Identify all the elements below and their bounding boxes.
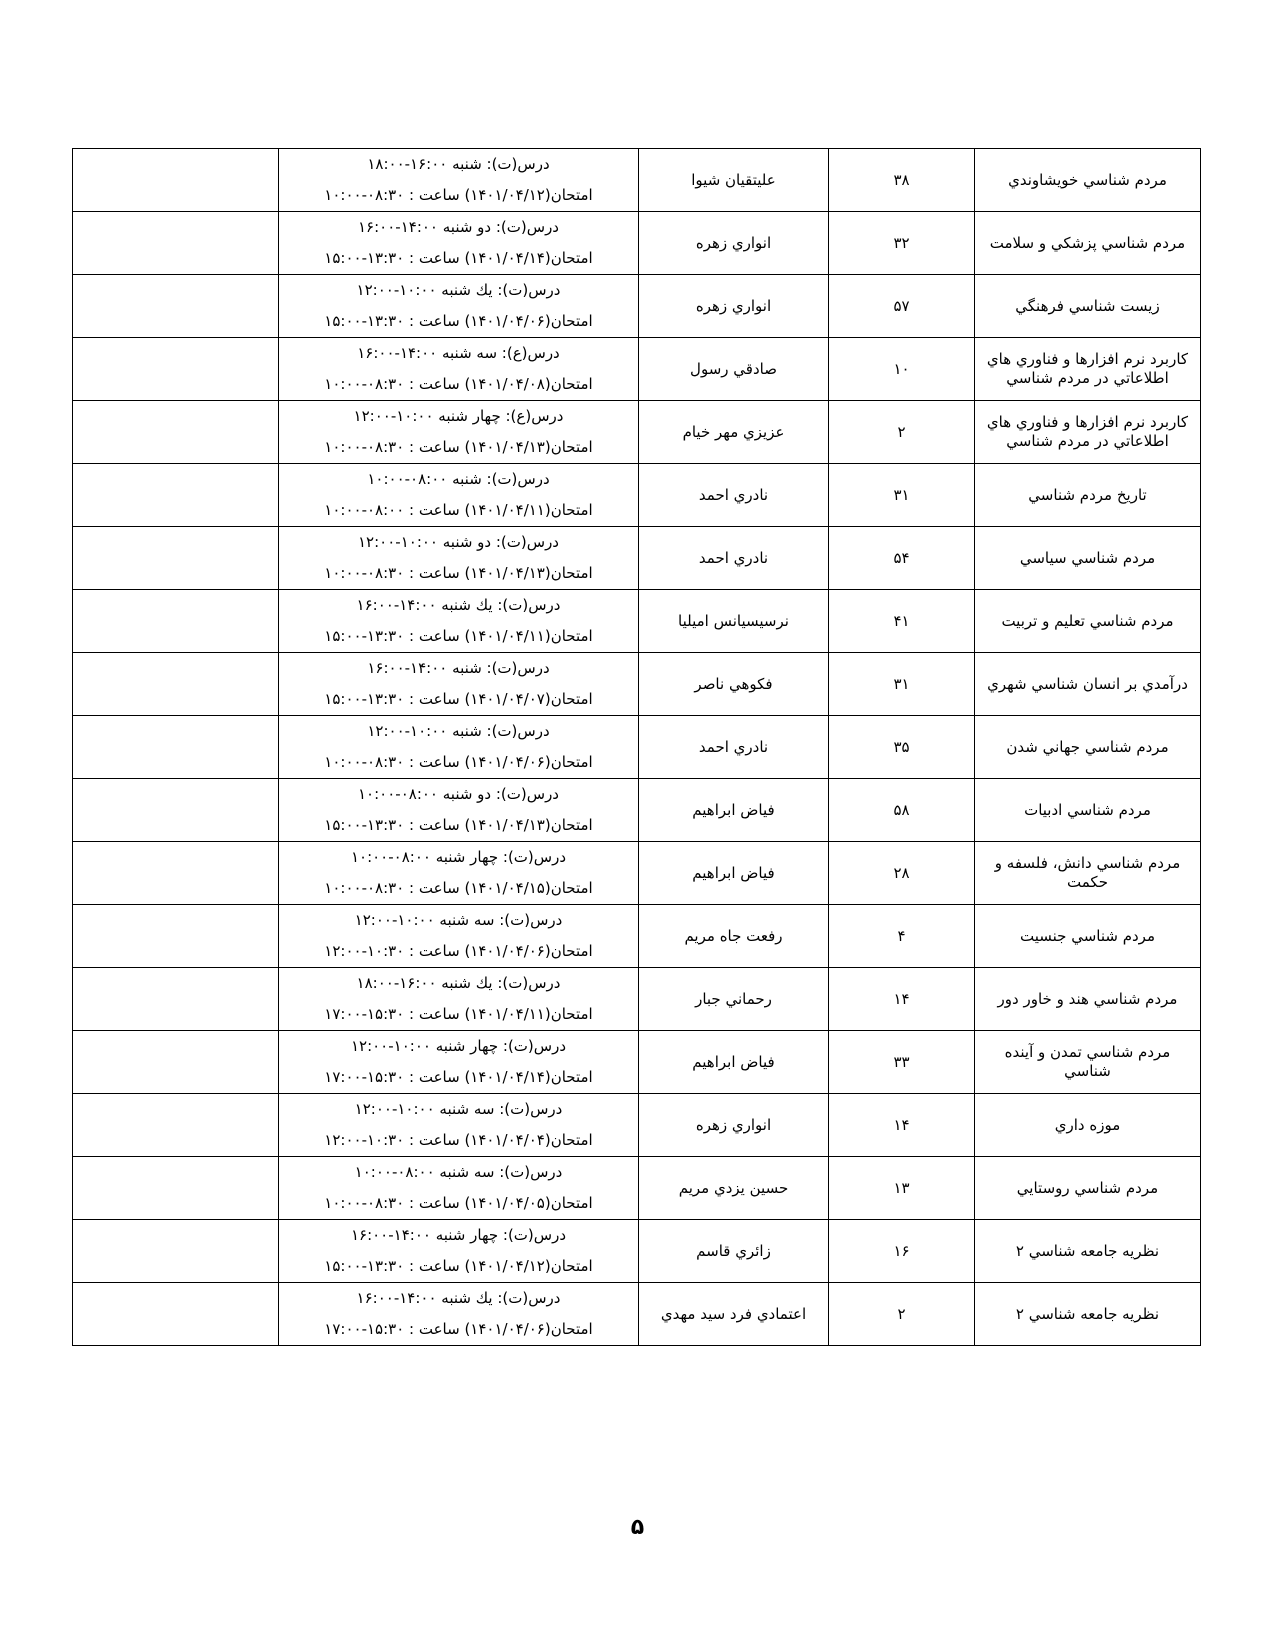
instructor-cell: رفعت جاه مريم xyxy=(639,905,829,968)
notes-cell xyxy=(73,968,279,1031)
schedule-cell xyxy=(279,590,639,653)
schedule-cell xyxy=(279,149,639,212)
table-row xyxy=(73,275,1201,338)
notes-cell xyxy=(73,464,279,527)
course-name-cell: مردم شناسي جهاني شدن xyxy=(975,716,1201,779)
course-name-cell: زيست شناسي فرهنگي xyxy=(975,275,1201,338)
table-row xyxy=(73,149,1201,212)
exam-time: امتحان(۱۴۰۱/۰۴/۱۴) ساعت : ۱۳:۳۰-۱۵:۰۰ xyxy=(324,249,593,267)
enrollment-count-cell: ۱۰ xyxy=(829,338,975,401)
enrollment-count-cell: ۴۱ xyxy=(829,590,975,653)
class-time: درس(ت): سه شنبه ۰۸:۰۰-۱۰:۰۰ xyxy=(354,1163,563,1181)
course-name-cell: مردم شناسي تمدن و آينده شناسي xyxy=(975,1031,1201,1094)
schedule-cell xyxy=(279,653,639,716)
class-time: درس(ت): يك شنبه ۱۴:۰۰-۱۶:۰۰ xyxy=(356,596,561,614)
enrollment-count-cell: ۲ xyxy=(829,1283,975,1346)
schedule-cell xyxy=(279,212,639,275)
schedule-cell xyxy=(279,338,639,401)
notes-cell xyxy=(73,1283,279,1346)
class-time: درس(ت): چهار شنبه ۱۴:۰۰-۱۶:۰۰ xyxy=(350,1226,567,1244)
exam-time: امتحان(۱۴۰۱/۰۴/۰۶) ساعت : ۱۰:۳۰-۱۲:۰۰ xyxy=(324,942,593,960)
course-name-cell: مردم شناسي سياسي xyxy=(975,527,1201,590)
instructor-cell: فياض ابراهيم xyxy=(639,1031,829,1094)
exam-time: امتحان(۱۴۰۱/۰۴/۱۳) ساعت : ۰۸:۳۰-۱۰:۰۰ xyxy=(324,438,593,456)
notes-cell xyxy=(73,1031,279,1094)
enrollment-count-cell: ۳۱ xyxy=(829,653,975,716)
instructor-cell: اعتمادي فرد سيد مهدي xyxy=(639,1283,829,1346)
enrollment-count-cell: ۲۸ xyxy=(829,842,975,905)
class-time: درس(ع): چهار شنبه ۱۰:۰۰-۱۲:۰۰ xyxy=(353,407,564,425)
enrollment-count-cell: ۳۸ xyxy=(829,149,975,212)
instructor-cell: زائري قاسم xyxy=(639,1220,829,1283)
course-name-cell: كاربرد نرم افزارها و فناوري هاي اطلاعاتي در مردم شناسي xyxy=(975,401,1201,464)
notes-cell xyxy=(73,338,279,401)
class-time: درس(ت): يك شنبه ۱۶:۰۰-۱۸:۰۰ xyxy=(356,974,561,992)
schedule-cell xyxy=(279,1220,639,1283)
table-row xyxy=(73,212,1201,275)
notes-cell xyxy=(73,779,279,842)
table-row xyxy=(73,1031,1201,1094)
course-name-cell: مردم شناسي خويشاوندي xyxy=(975,149,1201,212)
class-time: درس(ت): يك شنبه ۱۰:۰۰-۱۲:۰۰ xyxy=(356,281,561,299)
table-row xyxy=(73,464,1201,527)
course-rows xyxy=(73,149,1201,1346)
instructor-cell: فياض ابراهيم xyxy=(639,779,829,842)
class-time: درس(ت): دو شنبه ۱۰:۰۰-۱۲:۰۰ xyxy=(358,533,559,551)
exam-time: امتحان(۱۴۰۱/۰۴/۱۵) ساعت : ۰۸:۳۰-۱۰:۰۰ xyxy=(324,879,593,897)
instructor-cell: نرسيسيانس اميليا xyxy=(639,590,829,653)
notes-cell xyxy=(73,275,279,338)
schedule-cell xyxy=(279,779,639,842)
course-schedule-table xyxy=(72,148,1201,1346)
page-number: ۵ xyxy=(630,1515,645,1540)
table-row xyxy=(73,842,1201,905)
notes-cell xyxy=(73,716,279,779)
instructor-cell: نادري احمد xyxy=(639,464,829,527)
table-row xyxy=(73,338,1201,401)
table-row xyxy=(73,716,1201,779)
schedule-cell xyxy=(279,401,639,464)
exam-time: امتحان(۱۴۰۱/۰۴/۰۶) ساعت : ۰۸:۳۰-۱۰:۰۰ xyxy=(324,753,593,771)
notes-cell xyxy=(73,842,279,905)
table-row xyxy=(73,1094,1201,1157)
course-name-cell: تاريخ مردم شناسي xyxy=(975,464,1201,527)
notes-cell xyxy=(73,1220,279,1283)
table-row xyxy=(73,968,1201,1031)
notes-cell xyxy=(73,653,279,716)
instructor-cell: انواري زهره xyxy=(639,275,829,338)
exam-time: امتحان(۱۴۰۱/۰۴/۰۵) ساعت : ۰۸:۳۰-۱۰:۰۰ xyxy=(324,1194,593,1212)
table-row xyxy=(73,905,1201,968)
instructor-cell: رحماني جبار xyxy=(639,968,829,1031)
notes-cell xyxy=(73,590,279,653)
exam-time: امتحان(۱۴۰۱/۰۴/۱۲) ساعت : ۱۳:۳۰-۱۵:۰۰ xyxy=(324,1257,593,1275)
instructor-cell: عليتقيان شيوا xyxy=(639,149,829,212)
notes-cell xyxy=(73,905,279,968)
table-row xyxy=(73,527,1201,590)
enrollment-count-cell: ۵۴ xyxy=(829,527,975,590)
notes-cell xyxy=(73,1157,279,1220)
class-time: درس(ت): سه شنبه ۱۰:۰۰-۱۲:۰۰ xyxy=(354,1100,563,1118)
enrollment-count-cell: ۳۱ xyxy=(829,464,975,527)
exam-time: امتحان(۱۴۰۱/۰۴/۰۷) ساعت : ۱۳:۳۰-۱۵:۰۰ xyxy=(324,690,593,708)
course-name-cell: مردم شناسي دانش، فلسفه و حكمت xyxy=(975,842,1201,905)
notes-cell xyxy=(73,1094,279,1157)
instructor-cell: صادقي رسول xyxy=(639,338,829,401)
exam-time: امتحان(۱۴۰۱/۰۴/۱۱) ساعت : ۰۸:۰۰-۱۰:۰۰ xyxy=(324,501,593,519)
exam-time: امتحان(۱۴۰۱/۰۴/۱۱) ساعت : ۱۳:۳۰-۱۵:۰۰ xyxy=(324,627,593,645)
class-time: درس(ت): چهار شنبه ۰۸:۰۰-۱۰:۰۰ xyxy=(350,848,567,866)
schedule-cell xyxy=(279,1157,639,1220)
enrollment-count-cell: ۵۸ xyxy=(829,779,975,842)
enrollment-count-cell: ۱۴ xyxy=(829,968,975,1031)
class-time: درس(ت): سه شنبه ۱۰:۰۰-۱۲:۰۰ xyxy=(354,911,563,929)
course-name-cell: مردم شناسي پزشكي و سلامت xyxy=(975,212,1201,275)
exam-time: امتحان(۱۴۰۱/۰۴/۰۶) ساعت : ۱۳:۳۰-۱۵:۰۰ xyxy=(324,312,593,330)
exam-time: امتحان(۱۴۰۱/۰۴/۰۶) ساعت : ۱۵:۳۰-۱۷:۰۰ xyxy=(324,1320,593,1338)
enrollment-count-cell: ۵۷ xyxy=(829,275,975,338)
class-time: درس(ت): شنبه ۰۸:۰۰-۱۰:۰۰ xyxy=(367,470,550,488)
schedule-cell xyxy=(279,527,639,590)
schedule-cell xyxy=(279,464,639,527)
notes-cell xyxy=(73,401,279,464)
instructor-cell: نادري احمد xyxy=(639,527,829,590)
course-name-cell: نظريه جامعه شناسي ۲ xyxy=(975,1283,1201,1346)
class-time: درس(ت): چهار شنبه ۱۰:۰۰-۱۲:۰۰ xyxy=(350,1037,567,1055)
exam-time: امتحان(۱۴۰۱/۰۴/۰۴) ساعت : ۱۰:۳۰-۱۲:۰۰ xyxy=(324,1131,593,1149)
exam-time: امتحان(۱۴۰۱/۰۴/۱۴) ساعت : ۱۵:۳۰-۱۷:۰۰ xyxy=(324,1068,593,1086)
exam-time: امتحان(۱۴۰۱/۰۴/۱۳) ساعت : ۰۸:۳۰-۱۰:۰۰ xyxy=(324,564,593,582)
instructor-cell: فياض ابراهيم xyxy=(639,842,829,905)
class-time: درس(ت): شنبه ۱۶:۰۰-۱۸:۰۰ xyxy=(367,155,550,173)
enrollment-count-cell: ۳۳ xyxy=(829,1031,975,1094)
table-row xyxy=(73,590,1201,653)
class-time: درس(ت): شنبه ۱۴:۰۰-۱۶:۰۰ xyxy=(367,659,550,677)
enrollment-count-cell: ۴ xyxy=(829,905,975,968)
instructor-cell: انواري زهره xyxy=(639,212,829,275)
enrollment-count-cell: ۲ xyxy=(829,401,975,464)
instructor-cell: انواري زهره xyxy=(639,1094,829,1157)
class-time: درس(ت): دو شنبه ۰۸:۰۰-۱۰:۰۰ xyxy=(358,785,559,803)
class-time: درس(ت): يك شنبه ۱۴:۰۰-۱۶:۰۰ xyxy=(356,1289,561,1307)
schedule-cell xyxy=(279,1094,639,1157)
enrollment-count-cell: ۱۳ xyxy=(829,1157,975,1220)
enrollment-count-cell: ۱۶ xyxy=(829,1220,975,1283)
exam-time: امتحان(۱۴۰۱/۰۴/۱۳) ساعت : ۱۳:۳۰-۱۵:۰۰ xyxy=(324,816,593,834)
instructor-cell: فكوهي ناصر xyxy=(639,653,829,716)
notes-cell xyxy=(73,527,279,590)
enrollment-count-cell: ۳۲ xyxy=(829,212,975,275)
course-name-cell: مردم شناسي جنسيت xyxy=(975,905,1201,968)
course-name-cell: مردم شناسي روستايي xyxy=(975,1157,1201,1220)
course-name-cell: مردم شناسي ادبيات xyxy=(975,779,1201,842)
exam-time: امتحان(۱۴۰۱/۰۴/۰۸) ساعت : ۰۸:۳۰-۱۰:۰۰ xyxy=(324,375,593,393)
table-row xyxy=(73,401,1201,464)
instructor-cell: حسين يزدي مريم xyxy=(639,1157,829,1220)
table-row xyxy=(73,779,1201,842)
enrollment-count-cell: ۱۴ xyxy=(829,1094,975,1157)
exam-time: امتحان(۱۴۰۱/۰۴/۱۲) ساعت : ۰۸:۳۰-۱۰:۰۰ xyxy=(324,186,593,204)
instructor-cell: نادري احمد xyxy=(639,716,829,779)
class-time: درس(ع): سه شنبه ۱۴:۰۰-۱۶:۰۰ xyxy=(357,344,560,362)
instructor-cell: عزيزي مهر خيام xyxy=(639,401,829,464)
table-row xyxy=(73,1283,1201,1346)
notes-cell xyxy=(73,149,279,212)
table-row xyxy=(73,1220,1201,1283)
course-name-cell: درآمدي بر انسان شناسي شهري xyxy=(975,653,1201,716)
course-name-cell: مردم شناسي تعليم و تربيت xyxy=(975,590,1201,653)
schedule-cell xyxy=(279,968,639,1031)
course-name-cell: موزه داري xyxy=(975,1094,1201,1157)
schedule-cell xyxy=(279,1283,639,1346)
table-row xyxy=(73,1157,1201,1220)
course-name-cell: نظريه جامعه شناسي ۲ xyxy=(975,1220,1201,1283)
table-row xyxy=(73,653,1201,716)
class-time: درس(ت): شنبه ۱۰:۰۰-۱۲:۰۰ xyxy=(367,722,550,740)
course-name-cell: مردم شناسي هند و خاور دور xyxy=(975,968,1201,1031)
course-name-cell: كاربرد نرم افزارها و فناوري هاي اطلاعاتي در مردم شناسي xyxy=(975,338,1201,401)
schedule-cell xyxy=(279,1031,639,1094)
exam-time: امتحان(۱۴۰۱/۰۴/۱۱) ساعت : ۱۵:۳۰-۱۷:۰۰ xyxy=(324,1005,593,1023)
schedule-cell xyxy=(279,905,639,968)
schedule-cell xyxy=(279,842,639,905)
schedule-cell xyxy=(279,275,639,338)
enrollment-count-cell: ۳۵ xyxy=(829,716,975,779)
class-time: درس(ت): دو شنبه ۱۴:۰۰-۱۶:۰۰ xyxy=(358,218,559,236)
schedule-cell xyxy=(279,716,639,779)
notes-cell xyxy=(73,212,279,275)
